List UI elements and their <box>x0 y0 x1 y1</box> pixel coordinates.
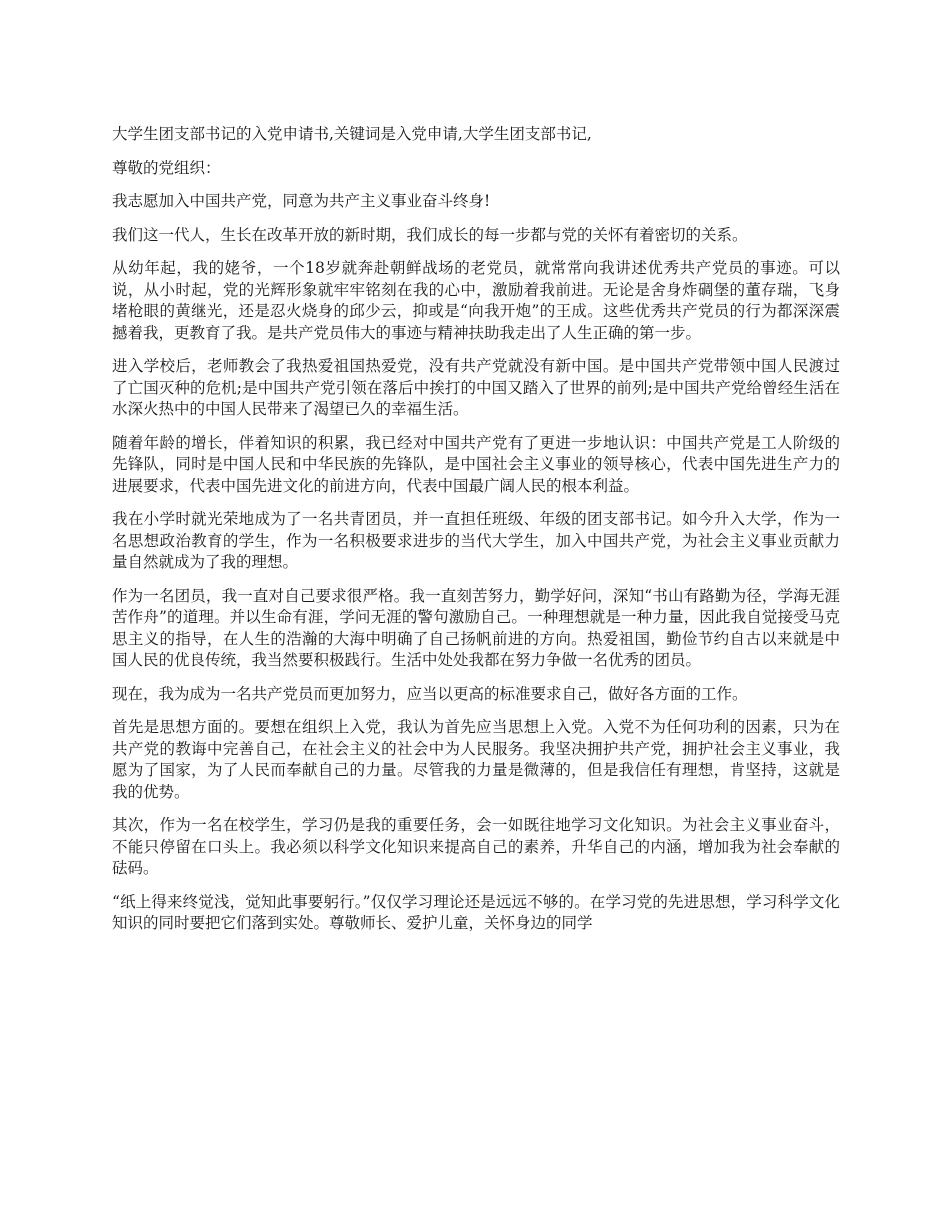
paragraph-1: 我志愿加入中国共产党，同意为共产主义事业奋斗终身! <box>112 192 491 210</box>
paragraph-10: 其次，作为一名在校学生，学习仍是我的重要任务，会一如既往地学习文化知识。为社会主义事业奋斗，不能只停留在口头上。我必须以科学文化知识来提高自己的素养，升华自己的内涵，增加我为社会奉献的砝码。 <box>112 816 840 877</box>
paragraph-5: 随着年龄的增长，伴着知识的积累，我已经对中国共产党有了更进一步地认识：中国共产党是工人阶级的先锋队，同时是中国人民和中华民族的先锋队，是中国社会主义事业的领导核心，代表中国先进生产力的进展要求，代表中国先进文化的前进方向，代表中国最广阔人民的根本利益。 <box>112 433 840 495</box>
document-body <box>112 124 840 947</box>
paragraph-2: 我们这一代人，生长在改革开放的新时期，我们成长的每一步都与党的关怀有着密切的关系。 <box>112 225 748 244</box>
paragraph-6: 我在小学时就光荣地成为了一名共青团员，并一直担任班级、年级的团支部书记。如今升入大学，作为一名思想政治教育的学生，作为一名积极要求进步的当代大学生，加入中国共产党，为社会主义事业贡献力量自然就成为了我的理想。 <box>112 510 840 571</box>
paragraph-11: “纸上得来终觉浅，觉知此事要躬行。”仅仅学习理论还是远远不够的。在学习党的先进思想，学习科学文化知识的同时要把它们落到实处。尊敬师长、爱护儿童，关怀身边的同学 <box>112 892 840 932</box>
paragraph-8: 现在，我为成为一名共产党员而更加努力，应当以更高的标准要求自己，做好各方面的工作。 <box>112 684 748 703</box>
paragraph-7: 作为一名团员，我一直对自己要求很严格。我一直刻苦努力，勤学好问，深知“书山有路勤为径，学海无涯苦作舟”的道理。并以生命有涯，学问无涯的警句激励自己。一种理想就是一种力量，因此我自觉接受马克思主义的指导，在人生的浩瀚的大海中明确了自己扬帆前进的方向。热爱祖国，勤俭节约自古以来就是中国人民的优良传统，我当然要积极践行。生活中处处我都在努力争做一名优秀的团员。 <box>112 586 840 669</box>
paragraph-9: 首先是思想方面的。要想在组织上入党，我认为首先应当思想上入党。入党不为任何功利的因素，只为在共产党的教诲中完善自己，在社会主义的社会中为人民服务。我坚决拥护共产党，拥护社会主义事业，我愿为了国家，为了人民而奉献自己的力量。尽管我的力量是微薄的，但是我信任有理想，肯坚持，这就是我的优势。 <box>112 718 840 801</box>
paragraph-4: 进入学校后，老师教会了我热爱祖国热爱党，没有共产党就没有新中国。是中国共产党带领中国人民渡过了亡国灭种的危机;是中国共产党引领在落后中挨打的中国又踏入了世界的前列;是中国共产党给曾经生活在水深火热中的中国人民带来了渴望已久的幸福生活。 <box>112 357 840 418</box>
salutation: 尊敬的党组织： <box>112 158 221 177</box>
document-heading: 大学生团支部书记的入党申请书,关键词是入党申请,大学生团支部书记, <box>112 125 592 143</box>
paragraph-3: 从幼年起，我的姥爷，一个18岁就奔赴朝鲜战场的老党员，就常常向我讲述优秀共产党员的事迹。可以说，从小时起，党的光辉形象就牢牢铭刻在我的心中，激励着我前进。无论是舍身炸碉堡的董存瑞，飞身堵枪眼的黄继光，还是忍火烧身的邱少云，抑或是“向我开炮”的王成。这些优秀共产党员的行为都深深震撼着我，更教育了我。是共产党员伟大的事迹与精神扶助我走出了人生正确的第一步。 <box>112 259 840 342</box>
